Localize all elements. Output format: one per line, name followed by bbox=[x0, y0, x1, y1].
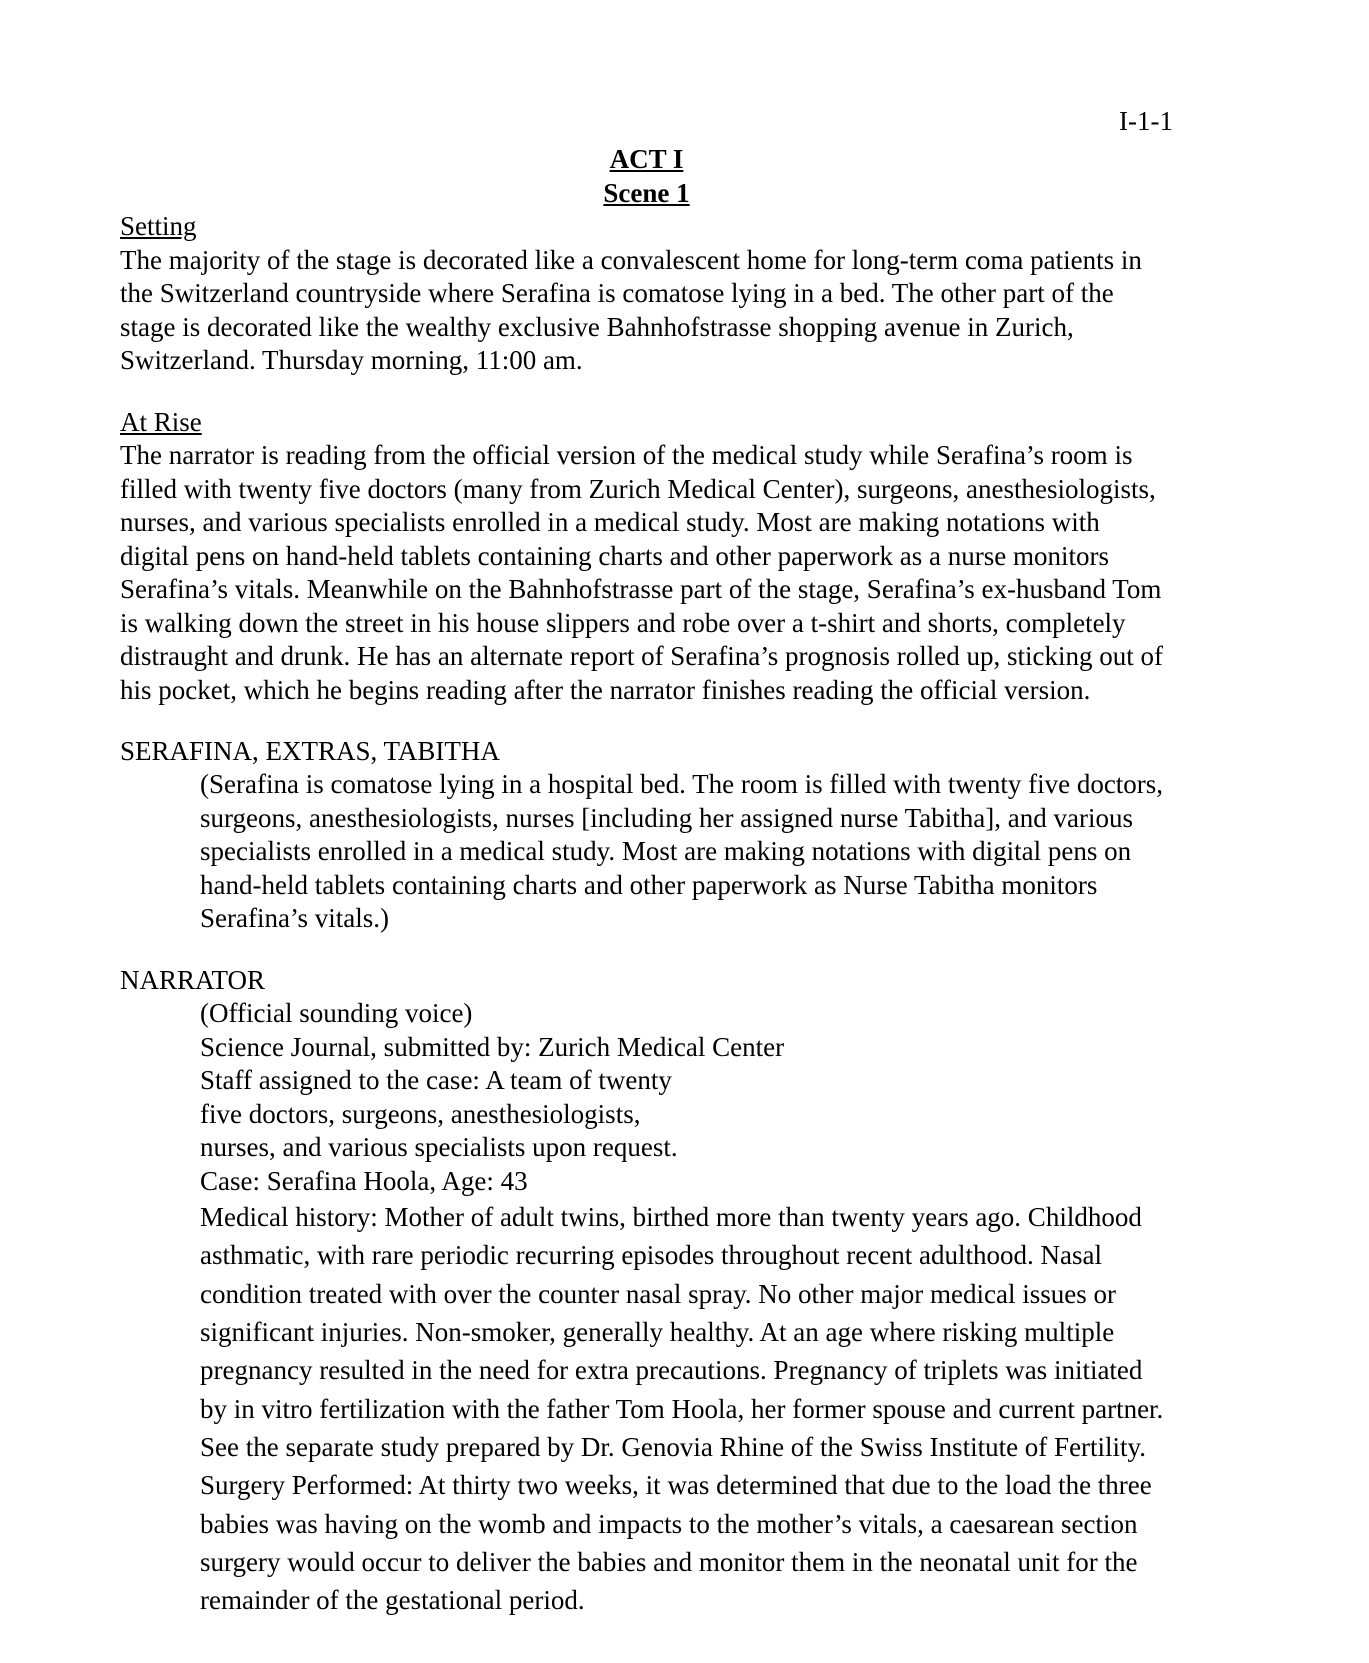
setting-paragraph: The majority of the stage is decorated like a convalescent home for long-term coma patients in the Switzerland countryside where Serafina is comatose lying in a bed. The other part of the stage is decorated like the wealthy exclusive Bahnhofstrasse shopping avenue in Zurich, Switzerland. Thursday morning, 11:00 am. bbox=[120, 244, 1142, 376]
character-name-narrator: NARRATOR bbox=[120, 964, 266, 995]
narrator-line-nurses: nurses, and various specialists upon request. bbox=[200, 1132, 678, 1163]
scene-heading: Scene 1 bbox=[603, 177, 690, 208]
act-heading: ACT I bbox=[609, 144, 684, 175]
character-name-serafina: SERAFINA, EXTRAS, TABITHA bbox=[120, 735, 500, 766]
serafina-stage-direction: (Serafina is comatose lying in a hospital bed. The room is filled with twenty five doctors, surgeons, anesthesiologists, nurses [including her assigned nurse Tabitha], and various specialists enrolled in a medical study. Most are making notations with digital pens on hand-held tablets containing charts and other paperwork as Nurse Tabitha monitors Serafina’s vitals.) bbox=[200, 769, 1164, 934]
narrator-line-journal: Science Journal, submitted by: Zurich Medical Center bbox=[200, 1031, 785, 1062]
setting-label: Setting bbox=[120, 211, 197, 242]
at-rise-paragraph: The narrator is reading from the official version of the medical study while Serafina’s room is filled with twenty five doctors (many from Zurich Medical Center), surgeons, anesthesiologists, nurses, and various specialists enrolled in a medical study. Most are making notations with digital pens on hand-held tablets containing charts and other paperwork as a nurse monitors Serafina’s vitals. Meanwhile on the Bahnhofstrasse part of the stage, Serafina’s ex-husband Tom is walking down the street in his house slippers and robe over a t-shirt and shorts, completely distraught and drunk. He has an alternate report of Serafina’s prognosis rolled up, sticking out of his pocket, which he begins reading after the narrator finishes reading the official version. bbox=[120, 440, 1163, 705]
narrator-speech bbox=[200, 997, 1173, 1619]
narrator-line-staff: Staff assigned to the case: A team of twenty bbox=[200, 1065, 672, 1096]
at-rise-label: At Rise bbox=[120, 406, 202, 437]
narrator-line-case: Case: Serafina Hoola, Age: 43 bbox=[200, 1165, 528, 1196]
page-number: I-1-1 bbox=[1119, 106, 1173, 136]
narrator-parenthetical: (Official sounding voice) bbox=[200, 998, 473, 1029]
narrator-line-doctors: five doctors, surgeons, anesthesiologists, bbox=[200, 1098, 641, 1129]
narrator-medical-history: Medical history: Mother of adult twins, birthed more than twenty years ago. Childhood asthmatic, with rare periodic recurring episodes throughout recent adulthood. Nasal condition treated with over the counter nasal spray. No other major medical issues or significant injuries. Non-smoker, generally healthy. At an age where risking multiple pregnancy resulted in the need for extra precautions. Pregnancy of triplets was initiated by in vitro fertilization with the father Tom Hoola, her former spouse and current partner. See the separate study prepared by Dr. Genovia Rhine of the Swiss Institute of Fertility. Surgery Performed: At thirty two weeks, it was determined that due to the load the three babies was having on the womb and impacts to the mother’s vitals, a caesarean section surgery would occur to deliver the babies and monitor them in the neonatal unit for the remainder of the gestational period. bbox=[200, 1202, 1164, 1616]
